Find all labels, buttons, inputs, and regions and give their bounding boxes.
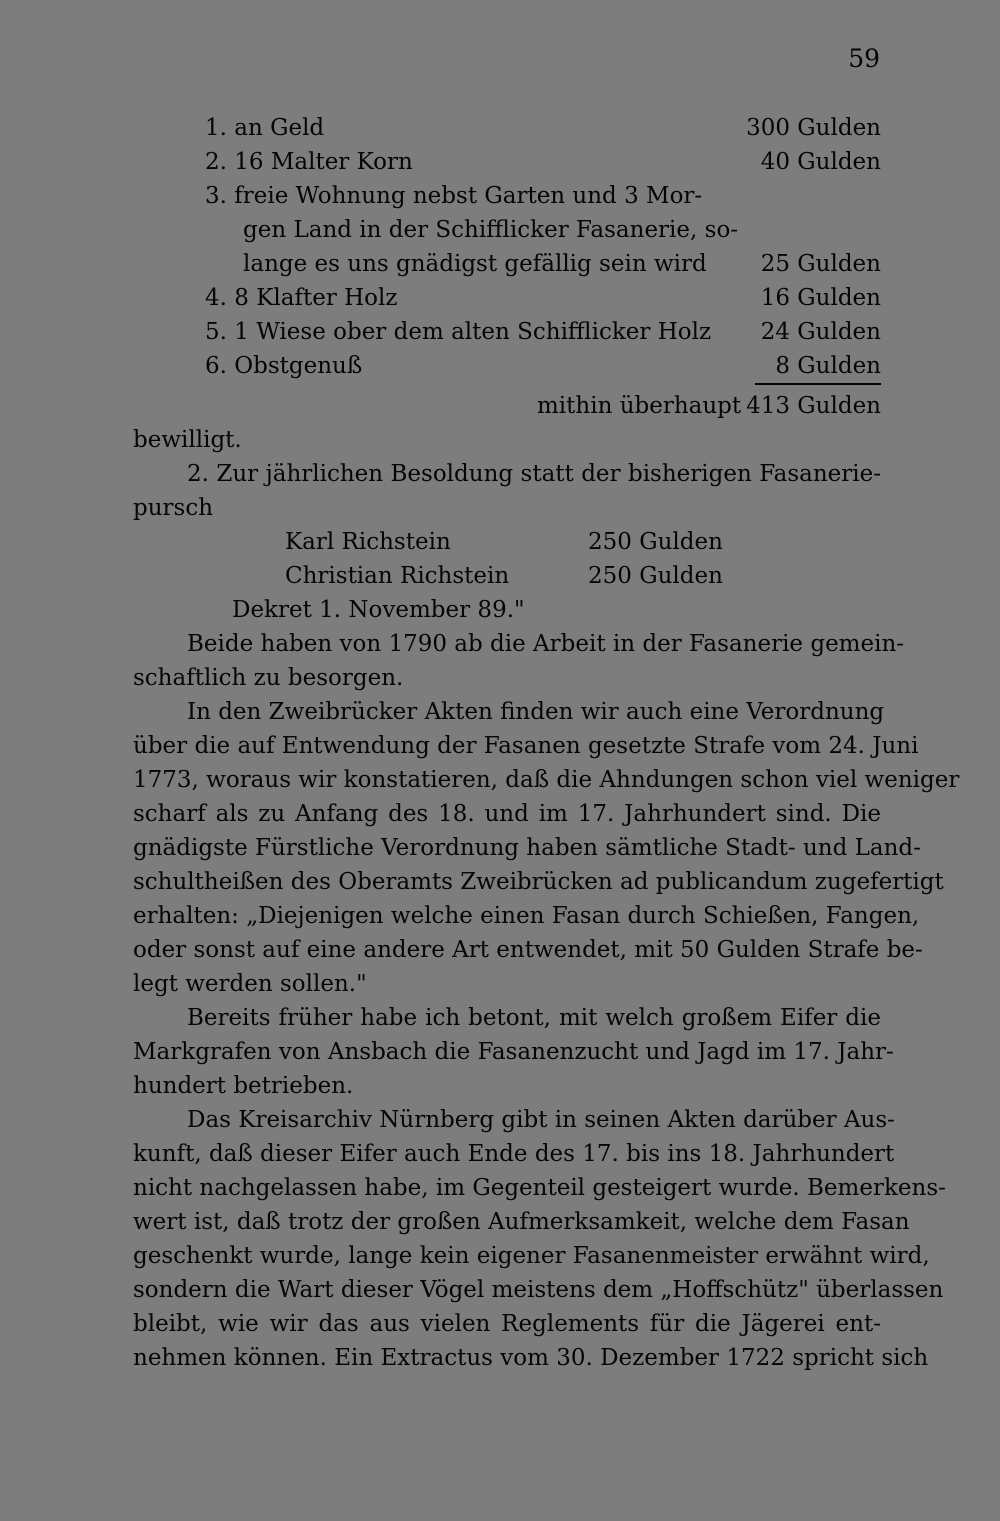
list-item-text: 5. 1 Wiese ober dem alten Schifflicker Holz — [205, 319, 712, 345]
list-item-text: 6. Obstgenuß — [205, 353, 363, 379]
text-line: legt werden sollen." — [133, 971, 367, 997]
text-line: nehmen können. Ein Extractus vom 30. Dezember 1722 spricht sich — [133, 1345, 929, 1371]
text-line: kunft, daß dieser Eifer auch Ende des 17. bis ins 18. Jahrhundert — [133, 1141, 895, 1167]
list-item-text: 2. 16 Malter Korn — [205, 149, 413, 175]
list-item-amount: 8 Gulden — [775, 353, 881, 379]
decree-line: Dekret 1. November 89." — [232, 597, 525, 623]
list-item — [133, 315, 881, 349]
text-line: bleibt, wie wir das aus vielen Reglements für die Jägerei ent- — [133, 1311, 881, 1337]
sum-rule — [755, 383, 881, 385]
text-line: scharf als zu Anfang des 18. und im 17. Jahrhundert sind. Die — [133, 801, 881, 827]
list-item-continuation — [133, 213, 881, 247]
list-item — [133, 281, 881, 315]
text-line: oder sonst auf eine andere Art entwendet, mit 50 Gulden Strafe be- — [133, 937, 923, 963]
person-name: Christian Richstein — [285, 563, 510, 589]
text-line: 2. Zur jährlichen Besoldung statt der bisherigen Fasanerie- — [187, 461, 881, 487]
list-item-amount: 25 Gulden — [760, 251, 881, 277]
text-line: schaftlich zu besorgen. — [133, 665, 404, 691]
text-line: Markgrafen von Ansbach die Fasanenzucht und Jagd im 17. Jahr- — [133, 1039, 894, 1065]
text-line: Bereits früher habe ich betont, mit welch großem Eifer die — [187, 1005, 881, 1031]
text-line: In den Zweibrücker Akten finden wir auch eine Verordnung — [187, 699, 885, 725]
list-item-amount: 24 Gulden — [760, 319, 881, 345]
total-label: mithin überhaupt — [537, 393, 742, 419]
text-line: schultheißen des Oberamts Zweibrücken ad publicandum zugefertigt — [133, 869, 944, 895]
list-item — [133, 145, 881, 179]
list-item-continuation — [133, 247, 881, 281]
list-item — [133, 111, 881, 145]
text-line: wert ist, daß trotz der großen Aufmerksamkeit, welche dem Fasan — [133, 1209, 910, 1235]
person-amount: 250 Gulden — [588, 563, 723, 589]
list-item-text: 3. freie Wohnung nebst Garten und 3 Mor- — [205, 183, 703, 209]
text-line: nicht nachgelassen habe, im Gegenteil gesteigert wurde. Bemerkens- — [133, 1175, 946, 1201]
text-line: erhalten: „Diejenigen welche einen Fasan durch Schießen, Fangen, — [133, 903, 920, 929]
total-row — [133, 389, 881, 423]
text-line: über die auf Entwendung der Fasanen gesetzte Strafe vom 24. Juni — [133, 733, 919, 759]
text-line: 1773, woraus wir konstatieren, daß die Ahndungen schon viel weniger — [133, 767, 960, 793]
person-name: Karl Richstein — [285, 529, 451, 555]
text-line: sondern die Wart dieser Vögel meistens dem „Hoffschütz" überlassen — [133, 1277, 944, 1303]
list-item-text: 1. an Geld — [205, 115, 325, 141]
name-row — [133, 525, 881, 559]
text-line: hundert betrieben. — [133, 1073, 354, 1099]
page-number: 59 — [848, 44, 880, 73]
list-item — [133, 179, 881, 213]
list-item-amount: 16 Gulden — [760, 285, 881, 311]
name-row — [133, 559, 881, 593]
text-line: bewilligt. — [133, 427, 242, 453]
list-item-amount: 40 Gulden — [760, 149, 881, 175]
text-line: Das Kreisarchiv Nürnberg gibt in seinen Akten darüber Aus- — [187, 1107, 895, 1133]
total-amount: 413 Gulden — [746, 393, 881, 419]
text-line: pursch — [133, 495, 214, 521]
text-line: gnädigste Fürstliche Verordnung haben sämtliche Stadt- und Land- — [133, 835, 921, 861]
list-item-amount: 300 Gulden — [746, 115, 881, 141]
list-item-text: lange es uns gnädigst gefällig sein wird — [243, 251, 707, 277]
text-line: geschenkt wurde, lange kein eigener Fasanenmeister erwähnt wird, — [133, 1243, 930, 1269]
list-item — [133, 349, 881, 383]
person-amount: 250 Gulden — [588, 529, 723, 555]
list-item-text: 4. 8 Klafter Holz — [205, 285, 398, 311]
list-item-text: gen Land in der Schifflicker Fasanerie, so- — [243, 217, 739, 243]
text-line: Beide haben von 1790 ab die Arbeit in der Fasanerie gemein- — [187, 631, 905, 657]
